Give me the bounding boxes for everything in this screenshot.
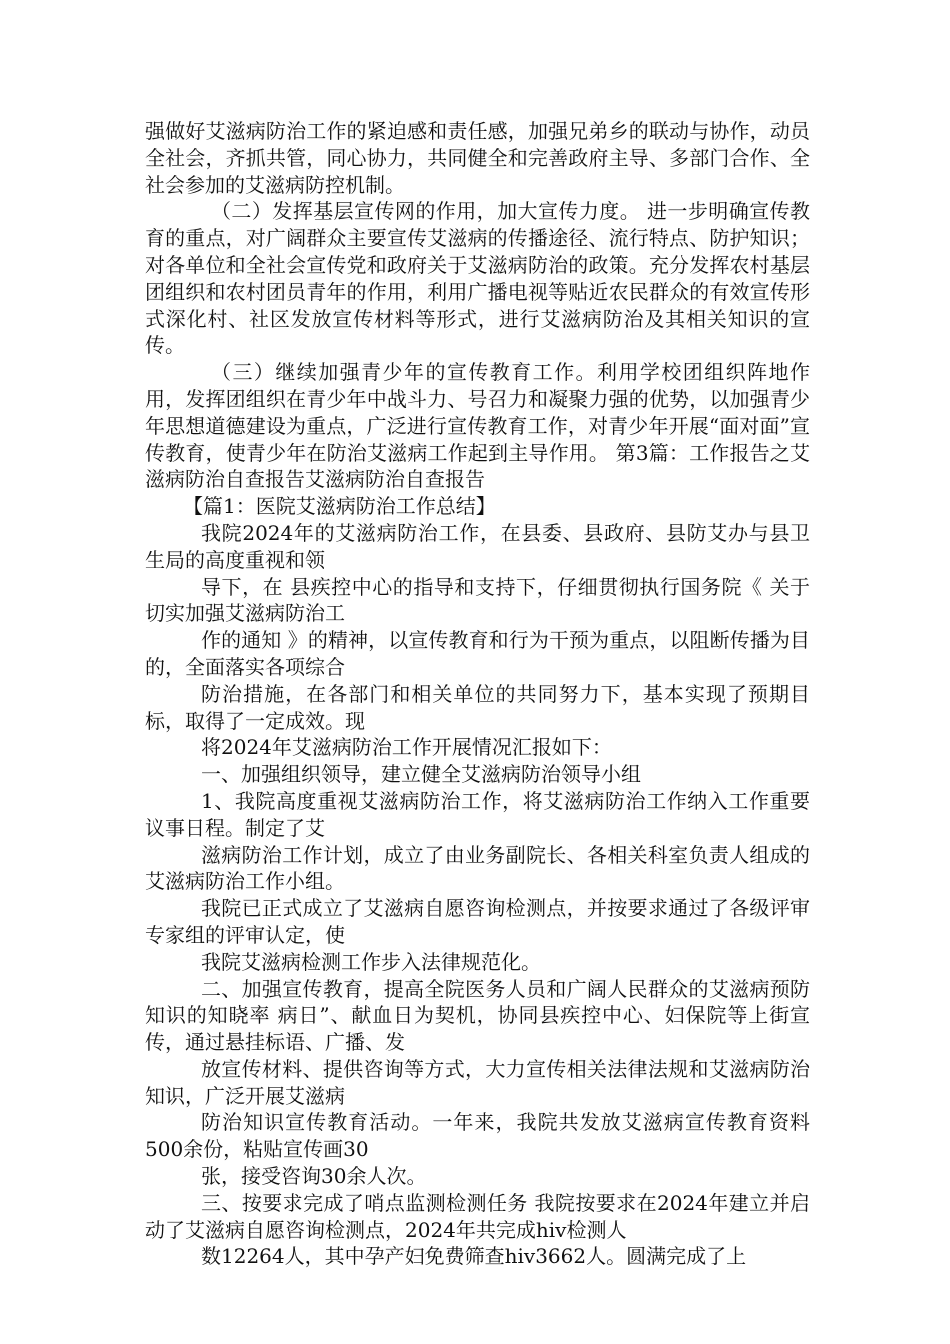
paragraph: 张，接受咨询30余人次。: [201, 1164, 427, 1189]
section-heading: 三、按要求完成了哨点监测检测任务 我院按要求在2024年建立并启动了艾滋病自愿咨询检测点，2024年共完成hiv检测人: [145, 1190, 810, 1242]
section-heading: 一、加强组织领导，建立健全艾滋病防治领导小组: [201, 762, 641, 787]
section-heading: 二、加强宣传教育，提高全院医务人员和广阔人民群众的艾滋病预防知识的知晓率 病日”、献血日为契机，协同县疾控中心、妇保院等上街宣传，通过悬挂标语、广播、发: [145, 976, 810, 1055]
paragraph: 数12264人，其中孕产妇免费筛查hiv3662人。圆满完成了上: [201, 1244, 747, 1269]
paragraph: 导下，在 县疾控中心的指导和支持下，仔细贯彻执行国务院《 关于切实加强艾滋病防治工: [145, 574, 810, 626]
paragraph: 我院已正式成立了艾滋病自愿咨询检测点，并按要求通过了各级评审专家组的评审认定，使: [145, 896, 810, 947]
paragraph: （二）发挥基层宣传网的作用，加大宣传力度。 进一步明确宣传教育的重点，对广阔群众主要宣传艾滋病的传播途径、流行特点、防护知识；对各单位和全社会宣传党和政府关于艾滋病防治的政策。充分发挥农村基层团组织和农村团员青年的作用，利用广播电视等贴近农民群众的有效宣传形式深化村、社区发放宣传材料等形式，进行艾滋病防治及其相关知识的宣传。: [145, 199, 810, 358]
paragraph: 防治知识宣传教育活动。一年来，我院共发放艾滋病宣传教育资料500余份，粘贴宣传画30: [145, 1110, 810, 1162]
paragraph: 我院2024年的艾滋病防治工作，在县委、县政府、县防艾办与县卫生局的高度重视和领: [145, 520, 810, 572]
document-body: [145, 118, 810, 1270]
paragraph: 我院艾滋病检测工作步入法律规范化。: [201, 949, 541, 974]
section-title: 【篇1：医院艾滋病防治工作总结】: [183, 494, 496, 519]
paragraph: 作的通知 》的精神，以宣传教育和行为干预为重点，以阻断传播为目的，全面落实各项综合: [145, 628, 810, 679]
paragraph: 防治措施，在各部门和相关单位的共同努力下，基本实现了预期目标，取得了一定成效。现: [145, 681, 810, 733]
paragraph: （三）继续加强青少年的宣传教育工作。利用学校团组织阵地作用，发挥团组织在青少年中战斗力、号召力和凝聚力强的优势，以加强青少年思想道德建设为重点，广泛进行宣传教育工作，对青少年开展“面对面”宣传教育，使青少年在防治艾滋病工作起到主导作用。 第3篇：工作报告之艾滋病防治自查报告艾滋病防治自查报告: [145, 360, 810, 492]
paragraph: 将2024年艾滋病防治工作开展情况汇报如下：: [201, 735, 612, 760]
paragraph: 放宣传材料、提供咨询等方式，大力宣传相关法律法规和艾滋病防治知识，广泛开展艾滋病: [145, 1056, 810, 1108]
paragraph: 强做好艾滋病防治工作的紧迫感和责任感，加强兄弟乡的联动与协作，动员全社会，齐抓共管，同心协力，共同健全和完善政府主导、多部门合作、全社会参加的艾滋病防控机制。: [145, 119, 810, 197]
paragraph: 1、我院高度重视艾滋病防治工作，将艾滋病防治工作纳入工作重要议事日程。制定了艾: [145, 788, 810, 840]
paragraph: 滋病防治工作计划，成立了由业务副院长、各相关科室负责人组成的艾滋病防治工作小组。: [145, 842, 810, 894]
